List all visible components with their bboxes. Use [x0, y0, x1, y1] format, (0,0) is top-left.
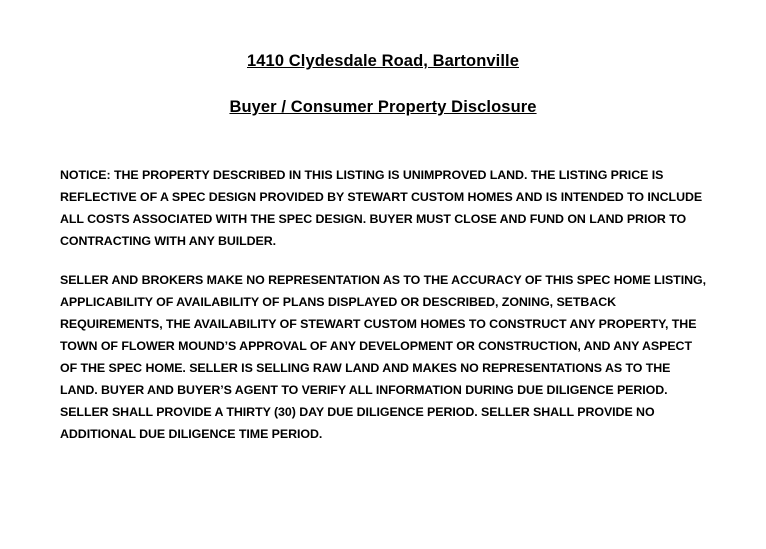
disclosure-paragraph-representations: SELLER AND BROKERS MAKE NO REPRESENTATION AS TO THE ACCURACY OF THIS SPEC HOME LISTING, APPLICABILITY OF AVAILABILITY OF PLANS DISPLAYED OR DESCRIBED, ZONING, SETBACK REQUIREMENTS, THE AVAILABILITY OF STEWART CUSTOM HOMES TO CONSTRUCT ANY PROPERTY, THE TOWN OF FLOWER MOUND’S APPROVAL OF ANY DEVELOPMENT OR CONSTRUCTION, AND ANY ASPECT OF THE SPEC HOME. SELLER IS SELLING RAW LAND AND MAKES NO REPRESENTATIONS AS TO THE LAND. BUYER AND BUYER’S AGENT TO VERIFY ALL INFORMATION DURING DUE DILIGENCE PERIOD. SELLER SHALL PROVIDE A THIRTY (30) DAY DUE DILIGENCE PERIOD. SELLER SHALL PROVIDE NO ADDITIONAL DUE DILIGENCE TIME PERIOD.: [60, 272, 706, 442]
disclosure-paragraph-notice: NOTICE: THE PROPERTY DESCRIBED IN THIS LISTING IS UNIMPROVED LAND. THE LISTING PRICE IS REFLECTIVE OF A SPEC DESIGN PROVIDED BY STEWART CUSTOM HOMES AND IS INTENDED TO INCLUDE ALL COSTS ASSOCIATED WITH THE SPEC DESIGN. BUYER MUST CLOSE AND FUND ON LAND PRIOR TO CONTRACTING WITH ANY BUILDER.: [60, 167, 703, 248]
document-header: [60, 0, 706, 118]
document-body: [60, 164, 706, 446]
page-title: 1410 Clydesdale Road, Bartonville: [247, 52, 519, 70]
page-subtitle: Buyer / Consumer Property Disclosure: [229, 97, 537, 116]
